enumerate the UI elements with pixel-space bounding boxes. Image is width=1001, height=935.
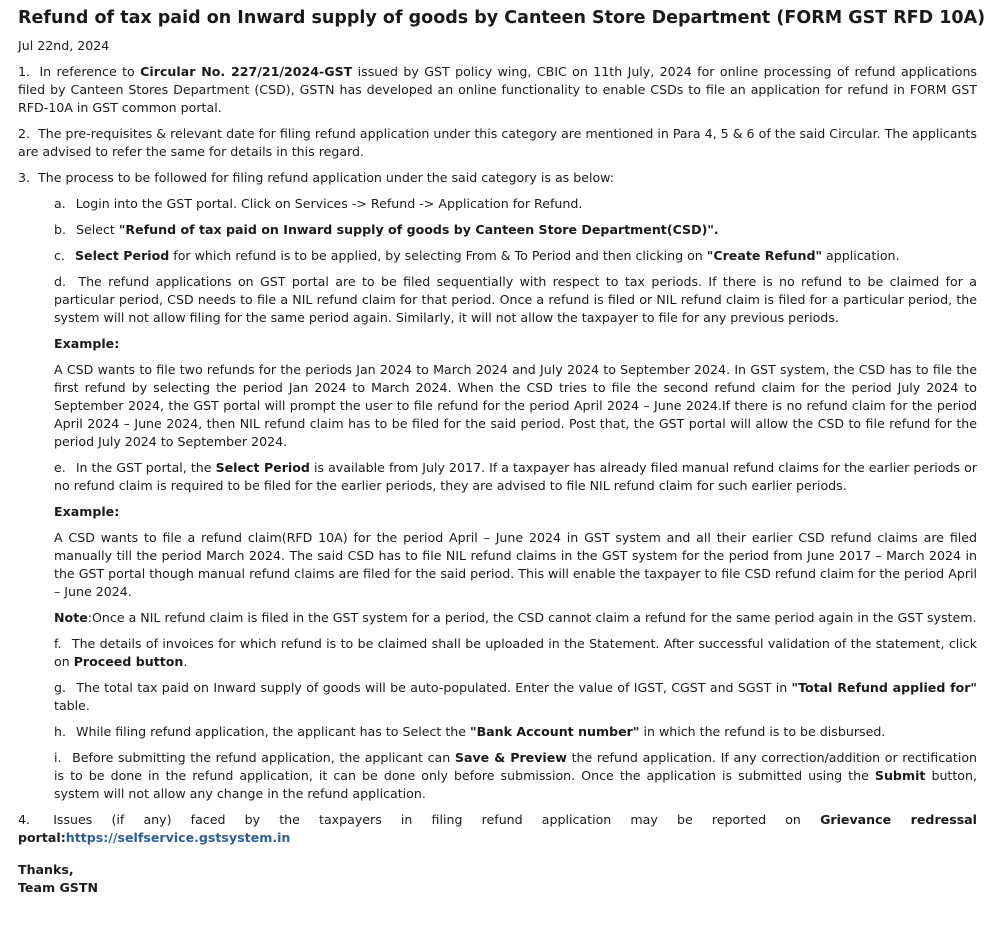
paragraph-4-cont: portal:https://selfservice.gstsystem.in (18, 830, 291, 845)
step-d: d. The refund applications on GST portal are to be filed sequentially with respect to tax periods. If there is no refund to be claimed for a particular period, CSD needs to file a NIL refund claim for that period. Once a refund is filed or NIL refund claim is filed for a particular period, the system will not allow filing for the same period again. Similarly, it will not allow the taxpayer to file for any previous periods. (54, 274, 977, 325)
example-2-label: Example: (54, 504, 120, 519)
paragraph-number: 3. (18, 170, 31, 185)
paragraph-number: 4. (18, 812, 31, 827)
step-f: f. The details of invoices for which refund is to be claimed shall be uploaded in the Statement. After successful validation of the statement, click on Proceed button. (54, 636, 977, 669)
paragraph-1: 1. In reference to Circular No. 227/21/2024-GST issued by GST policy wing, CBIC on 11th July, 2024 for online processing of refund applications filed by Canteen Stores Department (CSD), GSTN has developed an online functionality to enable CSDs to file an application for refund in FORM GST RFD-10A in GST common portal. (18, 64, 977, 115)
circular-reference: Circular No. 227/21/2024-GST (140, 64, 353, 79)
step-a: a. Login into the GST portal. Click on Services -> Refund -> Application for Refund. (54, 196, 583, 211)
page-title: Refund of tax paid on Inward supply of goods by Canteen Store Department (FORM GST RFD 10A) (18, 8, 986, 28)
note-label: Note (54, 610, 88, 625)
paragraph-2: 2. The pre-requisites & relevant date for filing refund application under this category are mentioned in Para 4, 5 & 6 of the said Circular. The applicants are advised to refer the same for details in this regard. (18, 126, 977, 159)
step-b: b. Select "Refund of tax paid on Inward supply of goods by Canteen Store Department(CSD)". (54, 222, 719, 237)
step-h: h. While filing refund application, the applicant has to Select the "Bank Account number" in which the refund is to be disbursed. (54, 724, 886, 739)
paragraph-number: 1. (18, 64, 31, 79)
example-2-text: A CSD wants to file a refund claim(RFD 10A) for the period April – June 2024 in GST system and all their earlier CSD refund claims are filed manually till the period March 2024. The said CSD has to file NIL refund claims in the GST system for the period from June 2017 – March 2024 in the GST portal though manual refund claims are filed for the said period. This will enable the taxpayer to file CSD refund claim for the period April – June 2024. (54, 530, 977, 599)
example-1-label: Example: (54, 336, 120, 351)
note: Note:Once a NIL refund claim is filed in the GST system for a period, the CSD cannot claim a refund for the same period again in the GST system. (54, 610, 977, 625)
step-e: e. In the GST portal, the Select Period is available from July 2017. If a taxpayer has already filed manual refund claims for the earlier periods or no refund claim is required to be filed for the earlier periods, they are advised to file NIL refund claim for such earlier periods. (54, 460, 977, 493)
signoff-thanks: Thanks, (18, 862, 74, 877)
paragraph-number: 2. (18, 126, 31, 141)
step-i: i. Before submitting the refund application, the applicant can Save & Preview the refund application. If any correction/addition or rectification is to be done in the refund application, it can be done only before submission. Once the application is submitted using the Submit button, system will not allow any change in the refund application. (54, 750, 978, 801)
paragraph-3: 3. The process to be followed for filing refund application under the said category is as below: (18, 170, 615, 185)
signoff-team: Team GSTN (18, 880, 99, 895)
process-steps (54, 195, 977, 803)
publish-date: Jul 22nd, 2024 (18, 38, 110, 53)
grievance-portal-link[interactable]: https://selfservice.gstsystem.in (65, 830, 291, 845)
paragraph-4: 4. Issues (if any) faced by the taxpayers in filing refund application may be reported on Grievance redressal (18, 812, 978, 827)
example-1-text: A CSD wants to file two refunds for the periods Jan 2024 to March 2024 and July 2024 to September 2024. In GST system, the CSD has to file the first refund by selecting the period Jan 2024 to March 2024. When the CSD tries to file the second refund claim for the period July 2024 to September 2024, the GST portal will prompt the user to file refund for the period April 2024 – June 2024.If there is no refund claim for the period April 2024 – June 2024, then NIL refund claim has to be filed for the said period. Post that, the GST portal will allow the CSD to file refund for the period July 2024 to September 2024. (54, 362, 977, 449)
step-c: c. Select Period for which refund is to be applied, by selecting From & To Period and then clicking on "Create Refund" application. (54, 248, 900, 263)
step-g: g. The total tax paid on Inward supply of goods will be auto-populated. Enter the value of IGST, CGST and SGST in "Total Refund applied for" table. (54, 680, 977, 713)
